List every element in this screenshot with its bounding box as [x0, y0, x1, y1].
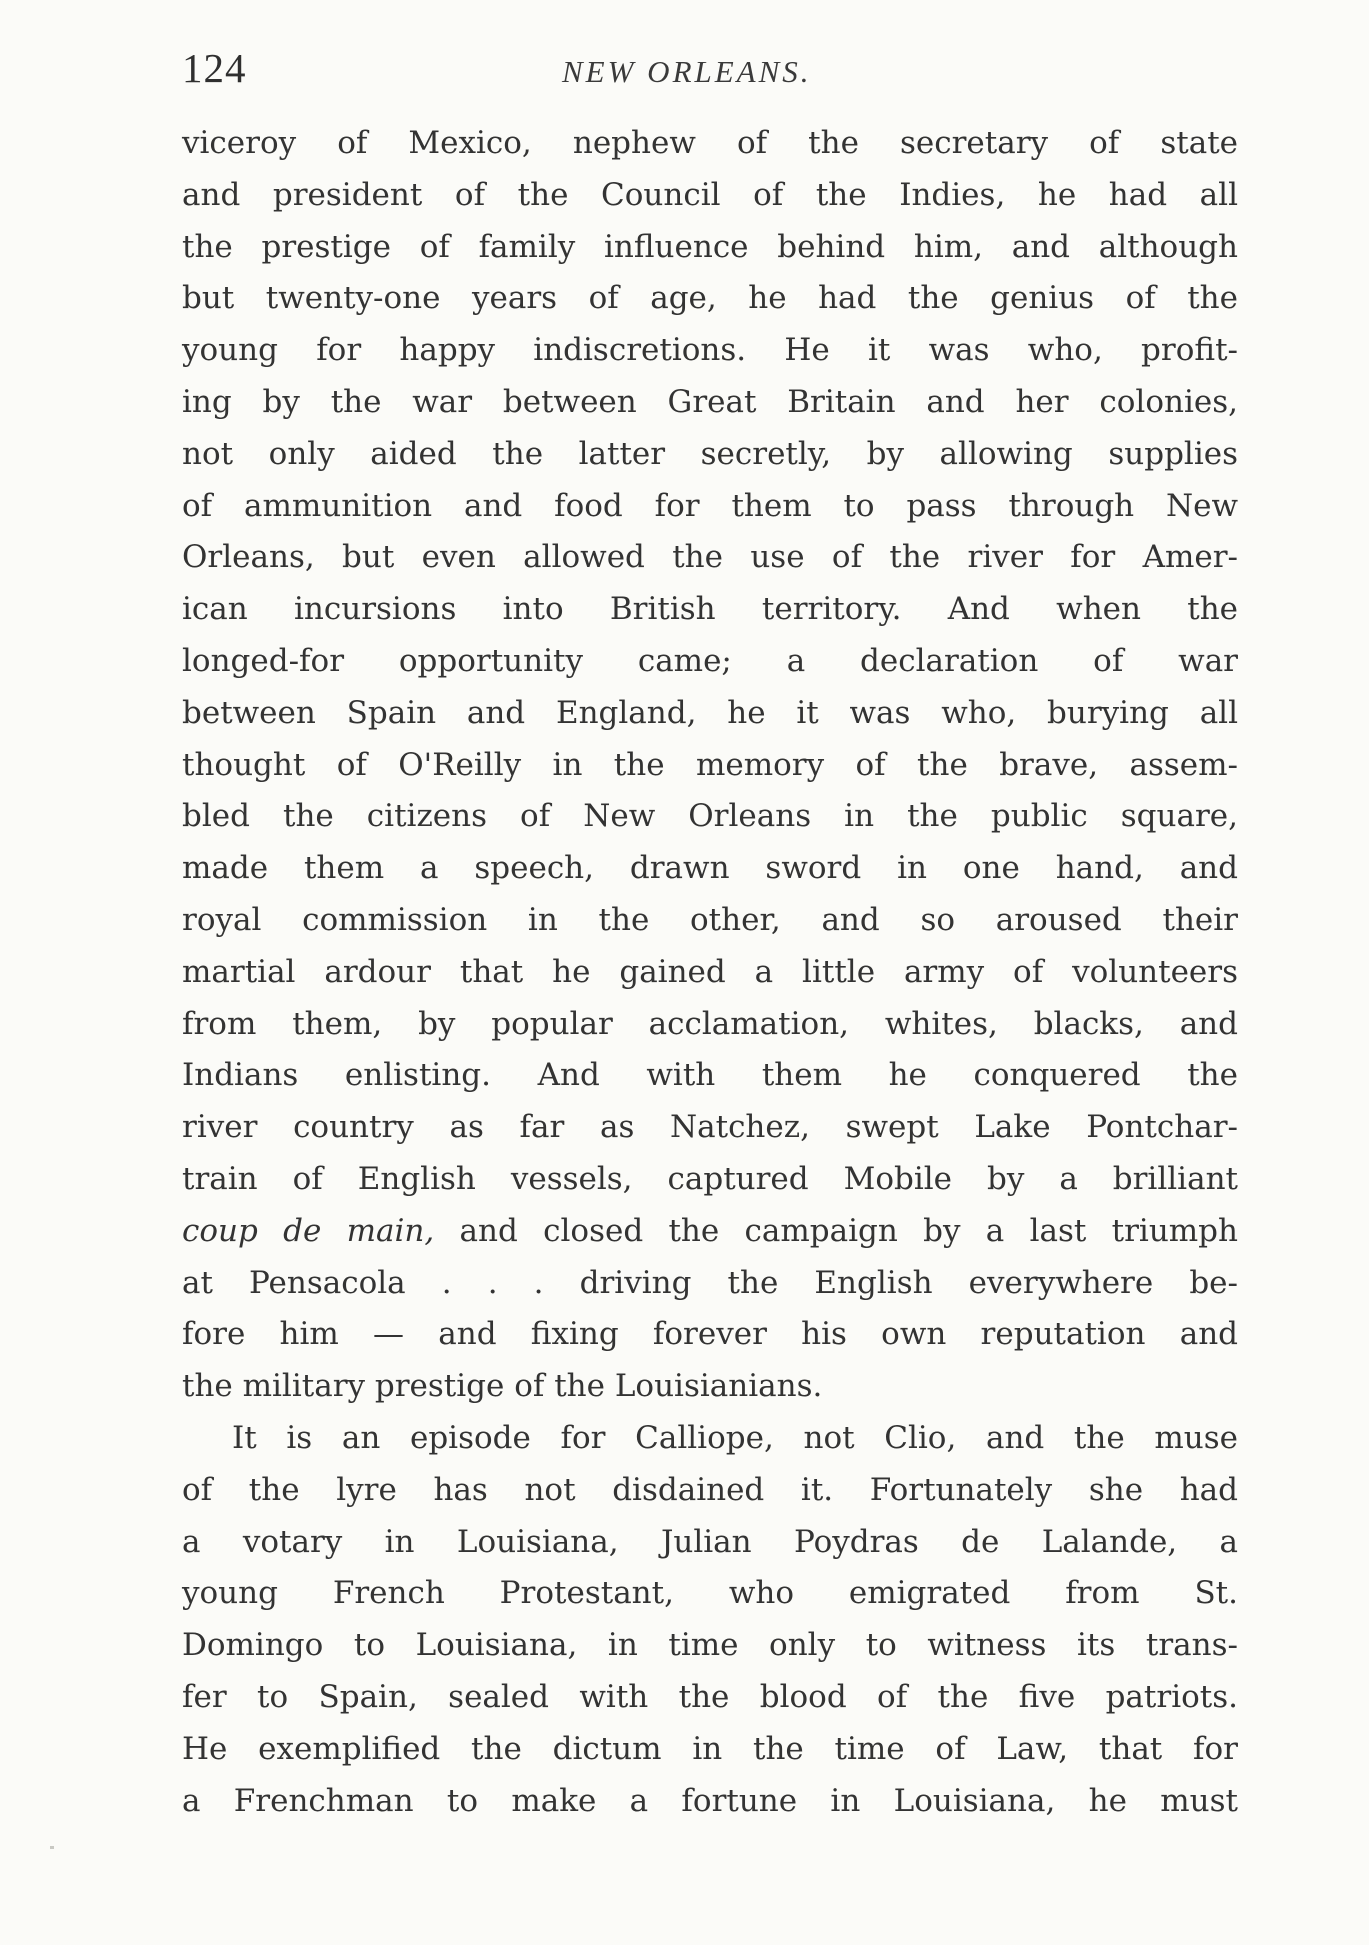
text-line: Indians enlisting. And with them he conquered the [182, 1057, 1238, 1094]
text-line: He exemplified the dictum in the time of Law, that for [182, 1730, 1238, 1767]
text-line: the prestige of family influence behind him, and although [182, 228, 1238, 265]
page-header [182, 38, 1238, 98]
text-line: Domingo to Louisiana, in time only to witness its trans- [182, 1627, 1238, 1664]
text-line: not only aided the latter secretly, by allowing supplies [182, 435, 1238, 472]
text-line: It is an episode for Calliope, not Clio, and the muse [232, 1419, 1238, 1456]
text-line: martial ardour that he gained a little army of volunteers [182, 953, 1238, 990]
text-line: train of English vessels, captured Mobile by a brilliant [182, 1160, 1238, 1197]
text-line: ican incursions into British territory. And when the [182, 591, 1238, 628]
text-line-rest: and closed the campaign by a last triumph [434, 1212, 1238, 1249]
text-line: between Spain and England, he it was who, burying all [182, 694, 1238, 731]
text-line: Orleans, but even allowed the use of the river for Amer- [182, 539, 1238, 576]
text-line: viceroy of Mexico, nephew of the secretary of state [182, 125, 1238, 161]
text-line: but twenty-one years of age, he had the genius of the [182, 280, 1238, 317]
text-line: a Frenchman to make a fortune in Louisiana, he must [182, 1782, 1238, 1819]
text-line: young for happy indiscretions. He it was who, profit- [182, 332, 1238, 369]
text-line: at Pensacola . . . driving the English everywhere be- [182, 1264, 1238, 1301]
text-line: longed-for opportunity came; a declaration of war [182, 642, 1238, 679]
text-line: of the lyre has not disdained it. Fortunately she had [182, 1471, 1238, 1508]
text-line: royal commission in the other, and so aroused their [182, 901, 1238, 938]
text-line: ing by the war between Great Britain and her colonies, [182, 383, 1238, 420]
text-line: bled the citizens of New Orleans in the public square, [182, 798, 1238, 835]
text-line: made them a speech, drawn sword in one hand, and [182, 850, 1238, 887]
running-head: NEW ORLEANS. [562, 54, 812, 89]
text-line-italic-phrase [182, 1206, 1238, 1258]
text-line: and president of the Council of the Indies, he had all [182, 176, 1238, 213]
text-line: a votary in Louisiana, Julian Poydras de Lalande, a [182, 1523, 1238, 1560]
text-line: from them, by popular acclamation, whites, blacks, and [182, 1005, 1238, 1042]
text-line: river country as far as Natchez, swept Lake Pontchar- [182, 1109, 1238, 1146]
italic-phrase: coup de main, [182, 1212, 435, 1249]
scan-speck [50, 1846, 54, 1849]
text-line: the military prestige of the Louisianians. [182, 1368, 823, 1405]
text-line: of ammunition and food for them to pass through New [182, 487, 1238, 524]
text-line: fore him — and fixing forever his own reputation and [182, 1316, 1238, 1353]
page-number: 124 [182, 45, 247, 91]
text-line: thought of O'Reilly in the memory of the brave, assem- [182, 746, 1238, 783]
text-line: young French Protestant, who emigrated from St. [182, 1575, 1238, 1612]
body-text [182, 118, 1238, 1827]
text-line: fer to Spain, sealed with the blood of the five patriots. [182, 1678, 1238, 1715]
